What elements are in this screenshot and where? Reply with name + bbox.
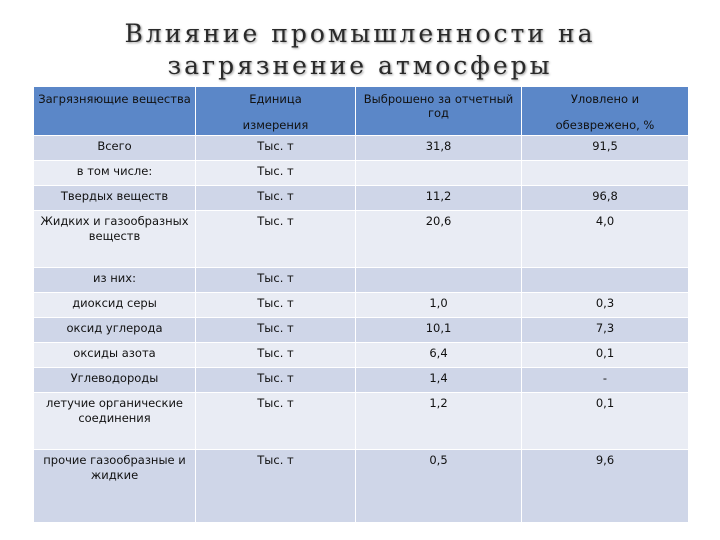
cell-pollutant-name: оксиды азота [34, 343, 196, 368]
table-row [34, 268, 689, 293]
title-line-2: загрязнение атмосферы [167, 51, 553, 80]
cell-emitted: 20,6 [356, 211, 522, 268]
cell-emitted: 0,5 [356, 450, 522, 523]
table-row [34, 136, 689, 161]
table-row [34, 450, 689, 523]
header-pollutants: Загрязняющие вещества [34, 87, 196, 136]
header-unit: Единица измерения [196, 87, 356, 136]
table-row [34, 211, 689, 268]
cell-captured: 96,8 [522, 186, 689, 211]
cell-unit: Тыс. т [196, 186, 356, 211]
cell-pollutant-name: в том числе: [34, 161, 196, 186]
cell-emitted: 1,0 [356, 293, 522, 318]
cell-unit: Тыс. т [196, 450, 356, 523]
cell-unit: Тыс. т [196, 393, 356, 450]
cell-emitted: 1,2 [356, 393, 522, 450]
cell-emitted: 11,2 [356, 186, 522, 211]
pollution-table [33, 86, 689, 523]
cell-captured: 4,0 [522, 211, 689, 268]
table-row [34, 343, 689, 368]
cell-emitted: 1,4 [356, 368, 522, 393]
cell-pollutant-name: Всего [34, 136, 196, 161]
cell-pollutant-name: диоксид серы [34, 293, 196, 318]
cell-captured: 0,3 [522, 293, 689, 318]
cell-captured: 9,6 [522, 450, 689, 523]
cell-unit: Тыс. т [196, 268, 356, 293]
header-emitted: Выброшено за отчетный год [356, 87, 522, 136]
title-line-1: Влияние промышленности на [124, 19, 596, 48]
cell-pollutant-name: Жидких и газообразных веществ [34, 211, 196, 268]
cell-unit: Тыс. т [196, 343, 356, 368]
cell-captured: - [522, 368, 689, 393]
cell-pollutant-name: прочие газообразные и жидкие [34, 450, 196, 523]
table-row [34, 161, 689, 186]
cell-captured [522, 161, 689, 186]
cell-emitted: 6,4 [356, 343, 522, 368]
cell-emitted: 31,8 [356, 136, 522, 161]
cell-captured: 91,5 [522, 136, 689, 161]
table-row [34, 393, 689, 450]
cell-unit: Тыс. т [196, 211, 356, 268]
header-captured: Уловлено и обезврежено, % [522, 87, 689, 136]
cell-unit: Тыс. т [196, 161, 356, 186]
cell-captured: 0,1 [522, 393, 689, 450]
cell-emitted [356, 268, 522, 293]
cell-unit: Тыс. т [196, 368, 356, 393]
cell-pollutant-name: Твердых веществ [34, 186, 196, 211]
table-row [34, 186, 689, 211]
cell-unit: Тыс. т [196, 136, 356, 161]
table-row [34, 318, 689, 343]
cell-pollutant-name: оксид углерода [34, 318, 196, 343]
cell-captured [522, 268, 689, 293]
cell-pollutant-name: Углеводороды [34, 368, 196, 393]
cell-emitted: 10,1 [356, 318, 522, 343]
cell-pollutant-name: летучие органические соединения [34, 393, 196, 450]
cell-captured: 0,1 [522, 343, 689, 368]
table-row [34, 368, 689, 393]
table-header-row [34, 87, 689, 136]
cell-pollutant-name: из них: [34, 268, 196, 293]
table-row [34, 293, 689, 318]
cell-unit: Тыс. т [196, 293, 356, 318]
cell-unit: Тыс. т [196, 318, 356, 343]
cell-emitted [356, 161, 522, 186]
cell-captured: 7,3 [522, 318, 689, 343]
slide-title [0, 18, 720, 82]
